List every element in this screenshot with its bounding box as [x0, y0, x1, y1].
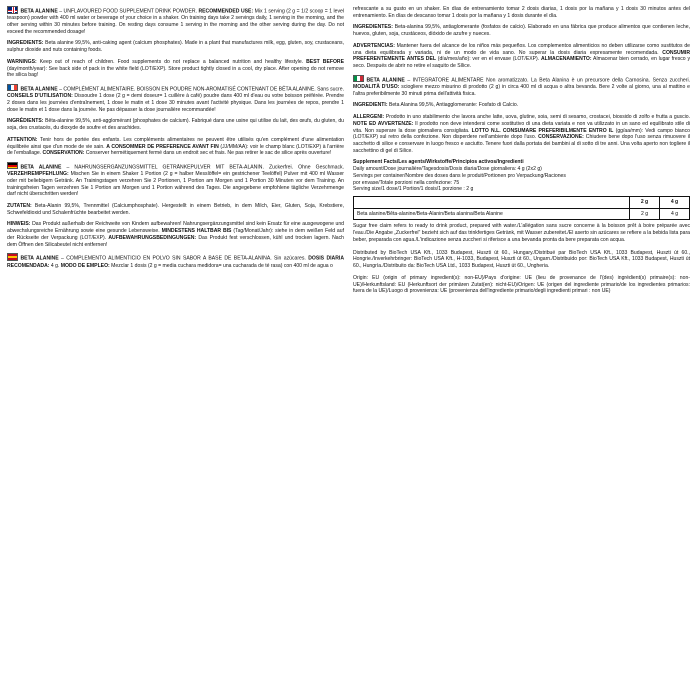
flag-en-icon — [7, 6, 18, 14]
fr-para-3: ATTENTION: Tenir hors de portée des enfants. Les compléments alimentaires ne peuvent être utilisés qu'en complément d'une alimentation équilibrée ainsi que d'un mode de vie sain. A CONSOMMER DE PREFERENCE AVANT FIN (JJ/MM/AA): voir le champ blanc (LOT/EXP) à l'arrière de l'emballage. CONSERVATION: Conserver hermétiquement fermé dans un endroit sec et frais. Ne pas retirer le sac de silice après ouverture! — [7, 136, 344, 157]
es-cont-para-2: INGREDIENTES: Beta-alanina 99,5%, antiaglomerante (fosfatos de calcio). Elaborado en una fábrica que produce alimentos que contienen leche, huevos, gluten, soja, crustáceos, dióxido de azufre y nueces. — [353, 24, 690, 38]
it-para-3: ALLERGENI: Prodotto in uno stabilimento che lavora anche latte, uova, glutine, soia, semi di sesamo, crostacei, biossido di zolfo e frutta a guscio. NOTE ED AVVERTENZE: Il prodotto non deve intendersi come sostitutivo di una dieta variata e non va utilizzato in un sano ed equilibrato stile di vita. Non superare la dose giornaliera consigliata. LOTTO N.L. CONSUMARE PREFERIBILMENTE ENTRO IL (gg/aa/mm): Vedi campo bianco (LOT/EXP) sul retro della confezione. Non disperdere nell'ambiente dopo l'uso. CONSERVAZIONE: Chiudere bene dopo l'uso senza rimuovere il sacchetto di silice e conservare in luogo fresco e asciutto. Tenere fuori dalla portata dei bambini al di sotto di tre anni. Una volta aperto non togliere il sacchettino di gel di Silice. — [353, 114, 690, 154]
flag-fr-icon — [7, 84, 18, 92]
supplement-facts-subline-4: Serving size/1 dose/1 Portion/1 dosis/1 porzione : 2 g — [353, 186, 474, 193]
supplement-facts-heading: Supplement Facts/Les agents/Wirkstoffe/Principios activos/Ingredienti — [353, 159, 524, 166]
header-serving-4g: 4 g — [660, 197, 690, 209]
it-para-2: INGREDIENTI: Beta Alanina 99,5%, Antiagglomerante: Fosfato di Calcio. — [353, 102, 519, 109]
fr-para-2: INGRÉDIENTS: Bêta-alanine 99,5%, anti-agglomérant (phosphates de calcium). Fabriqué dans une usine qui utilise du lait, des œufs, du gluten, du soja, des crustacés, du dioxyde de soufre et des arachides. — [7, 118, 344, 132]
right-column — [353, 6, 690, 696]
flag-de-icon — [7, 162, 18, 170]
fr-para-1: BETA ALANINE – COMPLÉMENT ALIMENTAIRE. BOISSON EN POUDRE NON-AROMATISÉ CONTENANT DE BÊTA ALANINE. Sans sucre. CONSEILS D'UTILISATION: Dissoudre 1 dose (2 g = demi doseur= 1 cuillère à café) poudre dans 400 ml d'eau ou votre boisson préférée. Prendre 2 doses dans les journées d'entraînement, 1 dose le matin et 1 dose 30 minutes avant l'activité physique. Dans les journées de repos, prendre 1 dose le matin et 1 dose dans la journée. Ne pas dépasser la dose journalière recommandée! — [7, 84, 344, 113]
en-para-2: INGREDIENTS: Beta alanine 99,5%, anti-caking agent (calcium phosphates). Made in a plant that manufactures milk, egg, gluten, soy, crustaceans, sulphur dioxide and nuts containing foods. — [7, 40, 344, 54]
es-cont-para-1: refrescante a su gusto en un shaker. En días de entrenamiento tomar 2 dosis diarias, 1 dosis por la mañana y 1 dosis 30 minutos antes del entrenamiento. En días de descanso tomar 1 dosis por la mañana y 1 dosis durante el día. — [353, 6, 690, 19]
header-serving-2g: 2 g — [630, 197, 660, 209]
distribution-block — [353, 250, 690, 295]
de-para-3: HINWEIS: Das Produkt außerhalb der Reichweite von Kindern aufbewahren! Nahrungsergänzungsmittel sind kein Ersatz für eine ausgewogene und abwechslungsreiche Ernährung sowie eine gesunde Lebensweise. MINDESTENS HALTBAR BIS (Tag/Monat/Jahr): siehe in dem weißen Feld auf der Rückseite der Verpackung (LOT/EXP). AUFBEWAHRUNGSBEDINGUNGEN: Das Produkt fest verschlossen, kühl und trocken lagern. Nach dem Öffnen den Silicabeutel nicht entfernen! — [7, 221, 344, 248]
flag-it-icon — [353, 75, 364, 83]
origin-text: Origin: EU (origin of primary ingredient(s): non-EU)/Pays d'origine: UE (lieu de provenance de l'(des) ingrédient(s) primaire(s): non-UE)/Herkunftsland: EU (Herkunftsort der primären Zutat(en): nicht-EU)/Origen: UE (origen del ingrediente primario/de los ingredientes primarios: fuera de la UE)/Luogo di provenienza: UE (provenienza dell'ingrediente primario/degli ingredienti primari : non UE) — [353, 274, 690, 295]
distributor-text: Distributed by BioTech USA Kft., 1033 Budapest, Huszti út 60., Hungary./Distribué par BioTech USA Kft., 1033 Budapest, Huszti út 60., Hongrie./Inverkehrbringer: BioTech USA Kft., H-1033, Budapest, Huszti út 60., Ungarn./Distribuido por: BioTech USA Kft., 1033 Budapest, Huszti út 60., Hungría./Distribuito da: BioTech USA Ltd., 1033 Budapest, Huszti út 60., Ungheria. — [353, 249, 690, 270]
sugar-free-footnote: Sugar free claim refers to ready to drink product, prepared with water./L'allégation sans sucre concerne à la boisson prêt à boire préparée avec l'eau./Die Angabe „Zuckerfrei" bezieht sich auf das trinkfertiges Getränk, mit Wasser zubereitet./El aserto sin azúcares se refiere a la bebida lista para beber, preparada con agua./L'indicazione senza zuccheri si riferisce a una bevanda pronta da bere preparata con acqua. — [353, 223, 690, 243]
section-es-continued — [353, 6, 690, 70]
left-column — [7, 6, 344, 696]
row-value-4g: 4 g — [660, 208, 690, 220]
section-de — [7, 162, 344, 248]
supplement-facts-panel — [353, 159, 690, 243]
section-it — [353, 75, 690, 155]
table-header-row — [354, 197, 690, 209]
de-para-1: BETA ALANINE – NAHRUNGSERGÄNZUNGSMITTEL GETRÄNKEPULVER MIT BETA-ALANIN. Zuckerfrei. Ohne Geschmack. VERZEHREMPFEHLUNG: Mischen Sie in einem Shaker 1 Portion (2 g = halber Messlöffel= ein gestrichener Teelöffel) Pulver mit 400 ml Wasser oder mit beliebigem Getränk. An Trainingstagen verzehren Sie 2 Portionen, 1 Portion am Morgen und 1 Portion 30 Minuten vor dem Training. An trainingsfreien Tagen verzehren Sie 1 Portion am Morgen und 1 Portion während des Tages. Die angegebene empfohlene tägliche Verzehrmenge darf nicht überschritten werden! — [7, 162, 344, 198]
en-para-1: BETA ALANINE – UNFLAVOURED FOOD SUPPLEMENT DRINK POWDER. RECOMMENDED USE: Mix 1 serving (2 g = 1/2 scoop = 1 level teaspoon) powder with 400 ml water or beverage of your choice in a shaker. On training days take 2 servings daily, 1 serving in the morning, and the other serving within 30 minutes before training. On resting days consume 1 serving in the morning and the other serving during the day. Do not exceed the recommended dosage! — [7, 6, 344, 35]
section-es — [7, 253, 344, 269]
section-en — [7, 6, 344, 79]
row-label-beta-alanine: Beta alanine/Bêta-alanine/Beta-Alanin/Beta alanina/Beta Alanine — [354, 208, 630, 220]
en-para-3: WARNINGS: Keep out of reach of children. Food supplements do not replace a balanced nutrition and healthy lifestyle. BEST BEFORE (day/month/year): See back side of pack in the white field (LOT/EXP). Store product tightly closed in a cool, dry place. After opening do not remove the silica bag! — [7, 58, 344, 79]
row-value-2g: 2 g — [630, 208, 660, 220]
es-cont-para-3: ADVERTENCIAS: Mantener fuera del alcance de los niños más pequeños. Los complementos alimenticios no deben utilizarse como sustitutos de una dieta equilibrada y variada, ni de un modo de vida sano. No superar la dosis diaria expresamente recomendada. CONSUMIR PREFERENTEMENTE ANTES DEL (día/mes/año): ver en el envase (LOT/EXP). ALMACENAMIENTO: Almacenar bien cerrado, en lugar fresco y seco. Después de abrir no retire el saquito de Sílice. — [353, 42, 690, 70]
es-para-1: BETA ALANINE – COMPLEMENTO ALIMENTICIO EN POLVO SIN SABOR A BASE DE BETA-ALANINA. Sin azúcares. DOSIS DIARIA RECOMENDADA: 4 g. MODO DE EMPLEO: Mezclar 1 dosis (2 g = media cuchara medidora= una cucharada de té rasa) con 400 ml de agua o — [7, 253, 344, 269]
supplement-facts-subline-3: por envase/Totale porzioni nella confezione: 75 — [353, 179, 460, 186]
supplement-facts-table — [353, 196, 690, 220]
supplement-facts-subline-1: Daily amount/Dose journalière/Tagesdosis/Dosis diaria/Dose giornaliera: 4 g (2x2 g) — [353, 166, 542, 173]
table-row — [354, 208, 690, 220]
supplement-facts-subline-2: Servings per container/Nombre des doses dans le produit/Portionen pro Verpackung/Raciones — [353, 172, 566, 179]
de-para-2: ZUTATEN: Beta-Alanin 99,5%, Trennmittel (Calciumphosphate). Hergestellt in einem Betrieb, in dem Milch, Eier, Gluten, Soja, Krebstiere, Schwefeldioxid und Schalenfrüchte bearbeitet werden. — [7, 203, 344, 216]
it-para-1: BETA ALANINE – INTEGRATORE ALIMENTARE Non aromatizzato. La Beta Alanina è un precursore della Carnosina. Senza zuccheri. MODALITÀ D'USO: sciogliere mezzo misurino di prodotto (2 g) in circa 400 ml di acqua o altra bevanda. Bere 2 volte al giorno, una al mattino e l'altra preferibilmente 30 minuti prima dell'attività fisica. — [353, 75, 690, 98]
flag-es-icon — [7, 253, 18, 261]
section-fr — [7, 84, 344, 157]
header-blank — [354, 197, 630, 209]
